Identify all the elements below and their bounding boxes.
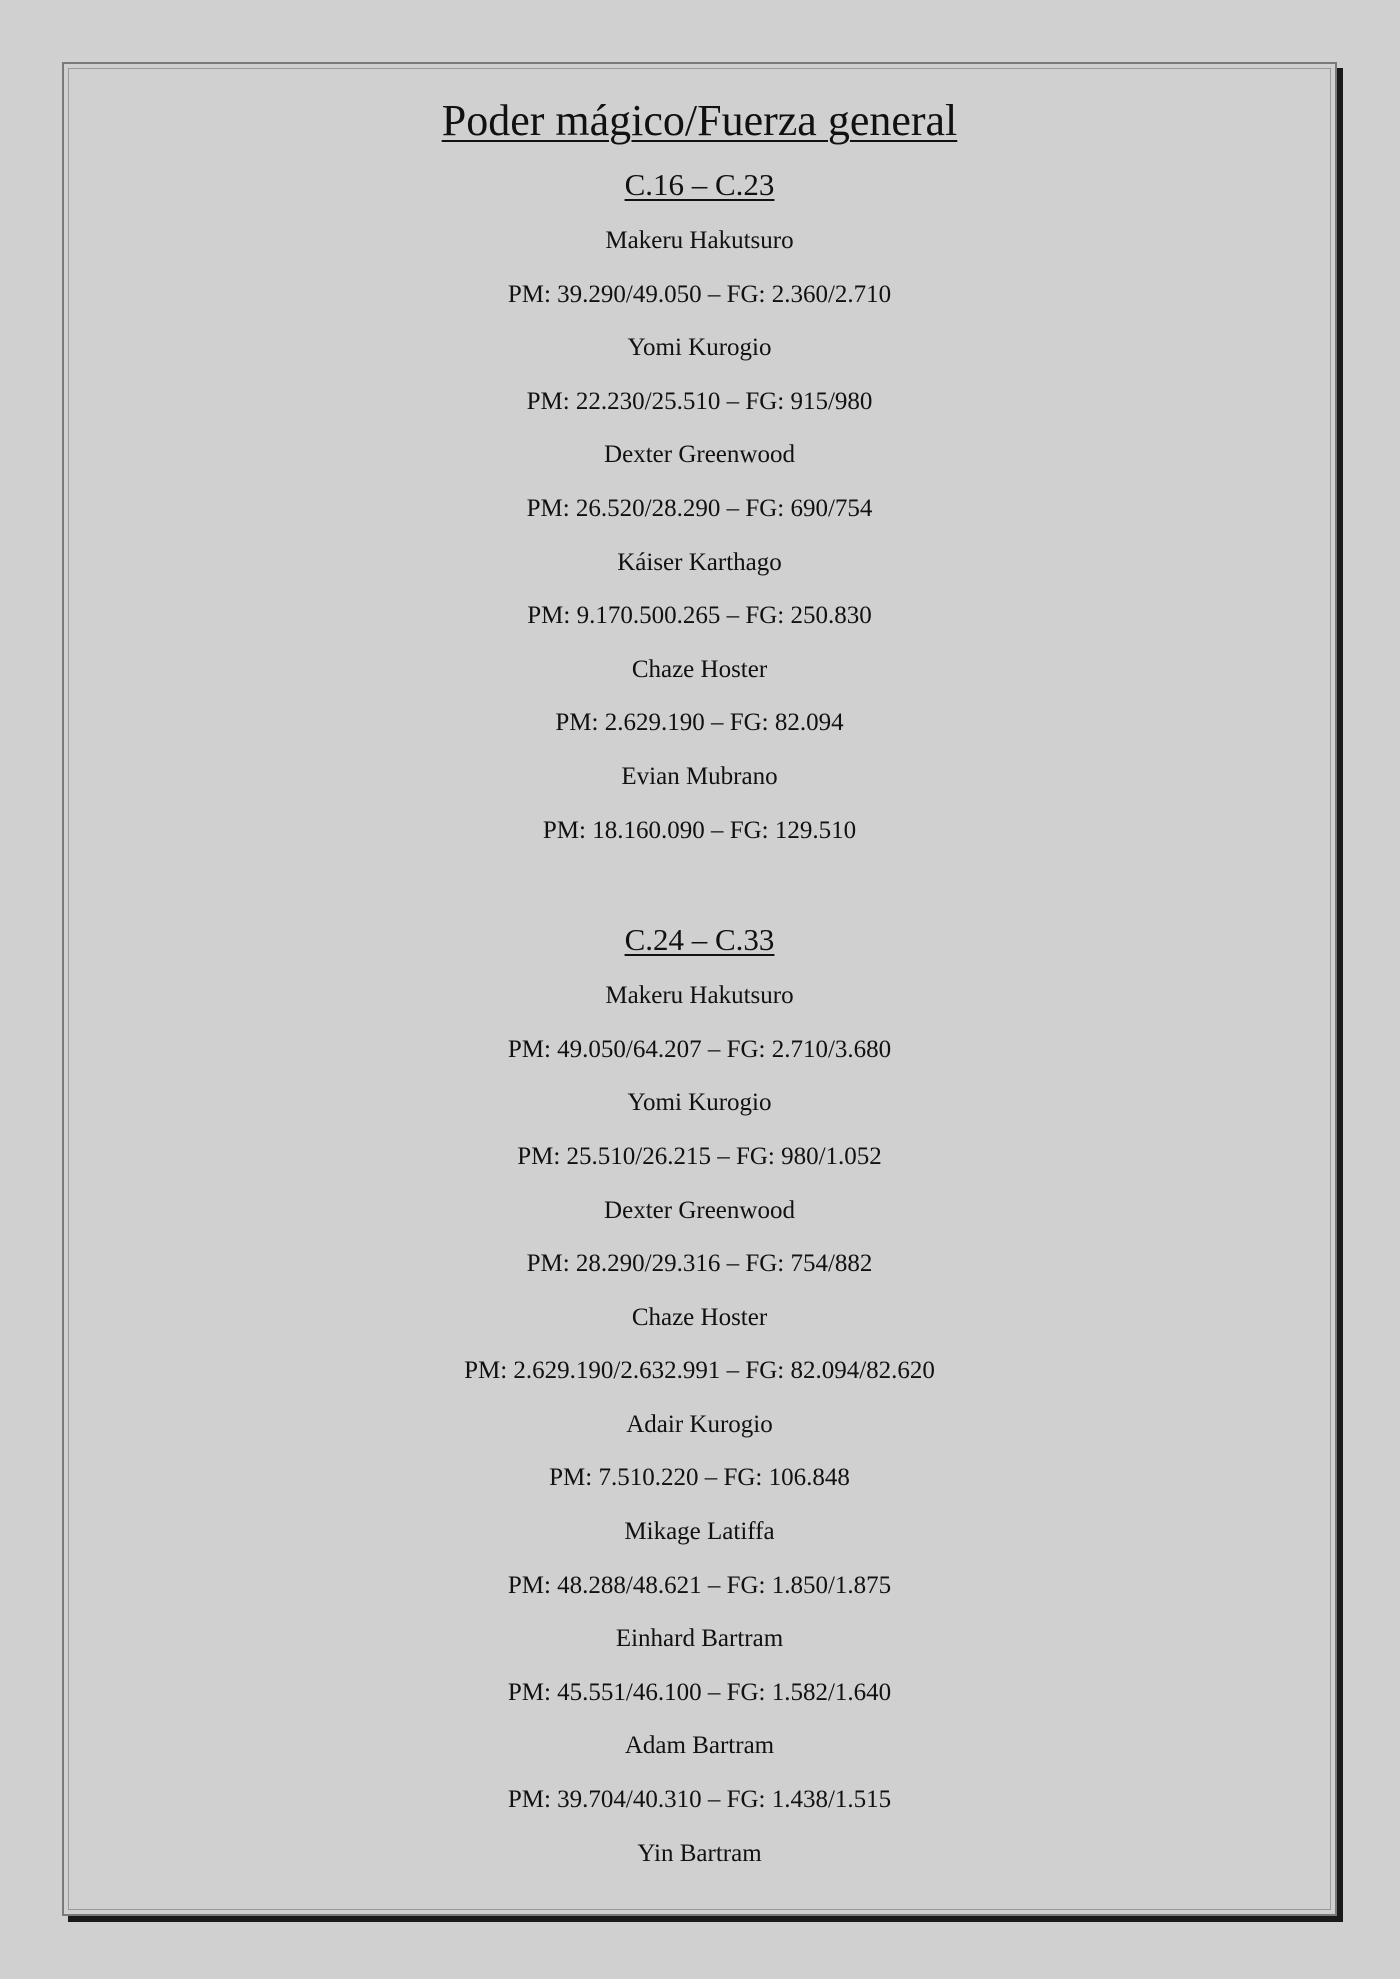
character-name: Adair Kurogio <box>626 1410 773 1438</box>
character-name: Yomi Kurogio <box>627 1089 772 1117</box>
character-name: Chaze Hoster <box>631 655 768 683</box>
character-stats: PM: 25.510/26.215 – FG: 980/1.052 <box>517 1142 882 1170</box>
document-content <box>64 86 1335 1880</box>
character-stats: PM: 28.290/29.316 – FG: 754/882 <box>526 1250 873 1278</box>
character-stats: PM: 39.704/40.310 – FG: 1.438/1.515 <box>507 1786 892 1814</box>
character-stats: PM: 2.629.190/2.632.991 – FG: 82.094/82.620 <box>464 1357 935 1385</box>
character-name: Chaze Hoster <box>631 1303 768 1331</box>
character-name: Dexter Greenwood <box>604 1196 795 1224</box>
character-name: Mikage Latiffa <box>624 1518 775 1546</box>
section-heading: C.16 – C.23 <box>624 167 775 202</box>
character-stats: PM: 49.050/64.207 – FG: 2.710/3.680 <box>507 1035 892 1063</box>
section-c24-c33 <box>64 911 1335 1880</box>
character-name: Dexter Greenwood <box>604 441 795 469</box>
character-stats: PM: 45.551/46.100 – FG: 1.582/1.640 <box>507 1678 892 1706</box>
character-stats: PM: 2.629.190 – FG: 82.094 <box>555 709 844 737</box>
section-heading: C.24 – C.33 <box>624 922 775 958</box>
character-name: Yomi Kurogio <box>627 334 772 362</box>
document-page <box>62 62 1337 1916</box>
character-stats: PM: 22.230/25.510 – FG: 915/980 <box>526 387 873 415</box>
character-name: Makeru Hakutsuro <box>605 227 794 254</box>
section-c16-c23 <box>64 156 1335 857</box>
character-name: Makeru Hakutsuro <box>605 982 794 1010</box>
page-title: Poder mágico/Fuerza general <box>441 96 958 145</box>
character-stats: PM: 26.520/28.290 – FG: 690/754 <box>526 494 873 522</box>
character-stats: PM: 39.290/49.050 – FG: 2.360/2.710 <box>507 280 892 308</box>
character-name: Káiser Karthago <box>617 548 782 576</box>
character-stats: PM: 9.170.500.265 – FG: 250.830 <box>527 602 872 630</box>
character-name: Einhard Bartram <box>615 1625 784 1653</box>
character-stats: PM: 48.288/48.621 – FG: 1.850/1.875 <box>507 1571 892 1599</box>
character-name: Evian Mubrano <box>621 762 778 790</box>
character-name: Adam Bartram <box>624 1732 775 1760</box>
character-stats: PM: 18.160.090 – FG: 129.510 <box>542 816 857 844</box>
character-name: Yin Bartram <box>637 1839 762 1867</box>
character-stats: PM: 7.510.220 – FG: 106.848 <box>549 1464 850 1492</box>
